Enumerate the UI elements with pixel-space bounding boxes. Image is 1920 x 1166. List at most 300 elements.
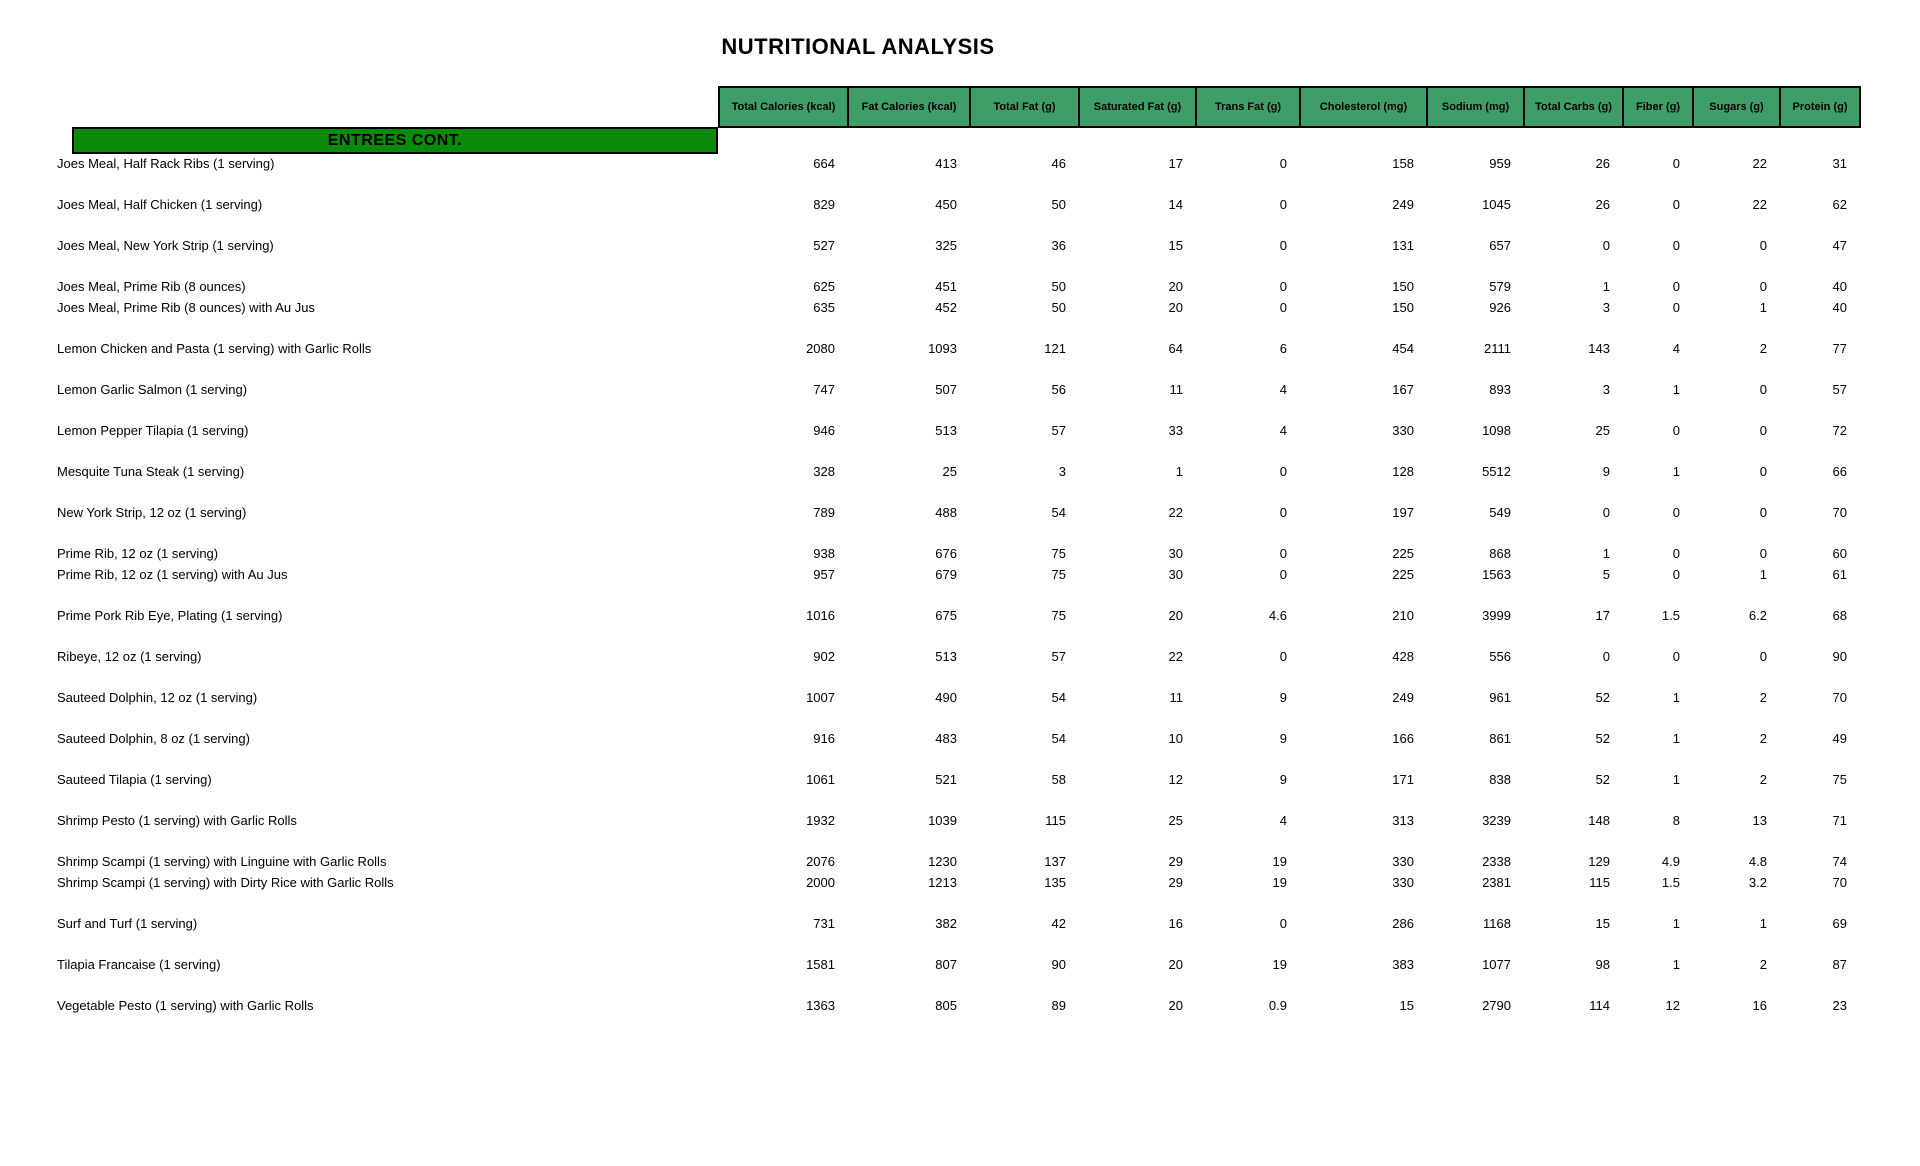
value-cell: 61 <box>1832 567 1847 582</box>
value-cell: 286 <box>1392 916 1414 931</box>
value-cell: 15 <box>1168 238 1183 253</box>
section-banner-entrees-cont <box>72 127 718 154</box>
value-cell: 657 <box>1489 238 1511 253</box>
item-name-cell: Vegetable Pesto (1 serving) with Garlic Rolls <box>57 998 314 1013</box>
value-cell: 625 <box>813 279 835 294</box>
table-row <box>0 379 1900 400</box>
value-cell: 1363 <box>806 998 835 1013</box>
table-row-group <box>0 235 1900 256</box>
value-cell: 25 <box>942 464 957 479</box>
value-cell: 16 <box>1752 998 1767 1013</box>
value-cell: 747 <box>813 382 835 397</box>
table-row <box>0 995 1900 1016</box>
value-cell: 0 <box>1279 279 1287 294</box>
value-cell: 5512 <box>1482 464 1511 479</box>
column-header: Saturated Fat (g) <box>1079 87 1196 127</box>
value-cell: 17 <box>1168 156 1183 171</box>
value-cell: 3 <box>1602 300 1610 315</box>
value-cell: 167 <box>1392 382 1414 397</box>
value-cell: 33 <box>1168 423 1183 438</box>
value-cell: 488 <box>935 505 957 520</box>
value-cell: 959 <box>1489 156 1511 171</box>
value-cell: 1 <box>1672 916 1680 931</box>
value-cell: 829 <box>813 197 835 212</box>
value-cell: 54 <box>1051 690 1066 705</box>
value-cell: 49 <box>1832 731 1847 746</box>
value-cell: 66 <box>1832 464 1847 479</box>
value-cell: 62 <box>1832 197 1847 212</box>
value-cell: 0 <box>1759 505 1767 520</box>
value-cell: 137 <box>1044 854 1066 869</box>
table-row <box>0 728 1900 749</box>
value-cell: 225 <box>1392 567 1414 582</box>
value-cell: 15 <box>1595 916 1610 931</box>
value-cell: 1 <box>1672 731 1680 746</box>
value-cell: 22 <box>1752 197 1767 212</box>
value-cell: 52 <box>1595 690 1610 705</box>
table-row <box>0 297 1900 318</box>
value-cell: 210 <box>1392 608 1414 623</box>
item-name-cell: Sauteed Dolphin, 12 oz (1 serving) <box>57 690 258 705</box>
item-name-cell: Lemon Pepper Tilapia (1 serving) <box>57 423 249 438</box>
value-cell: 521 <box>935 772 957 787</box>
value-cell: 20 <box>1168 279 1183 294</box>
value-cell: 0 <box>1279 567 1287 582</box>
value-cell: 54 <box>1051 731 1066 746</box>
value-cell: 507 <box>935 382 957 397</box>
table-row-group <box>0 995 1900 1016</box>
value-cell: 428 <box>1392 649 1414 664</box>
value-cell: 131 <box>1392 238 1414 253</box>
table-row-group <box>0 646 1900 667</box>
value-cell: 52 <box>1595 731 1610 746</box>
column-header: Total Calories (kcal) <box>719 87 848 127</box>
value-cell: 129 <box>1588 854 1610 869</box>
value-cell: 70 <box>1832 690 1847 705</box>
value-cell: 14 <box>1168 197 1183 212</box>
value-cell: 1 <box>1602 546 1610 561</box>
table-row <box>0 235 1900 256</box>
value-cell: 2790 <box>1482 998 1511 1013</box>
item-name-cell: Sauteed Dolphin, 8 oz (1 serving) <box>57 731 250 746</box>
value-cell: 2080 <box>806 341 835 356</box>
value-cell: 0 <box>1759 382 1767 397</box>
value-cell: 330 <box>1392 875 1414 890</box>
value-cell: 36 <box>1051 238 1066 253</box>
table-row-group <box>0 153 1900 174</box>
value-cell: 56 <box>1051 382 1066 397</box>
value-cell: 1230 <box>928 854 957 869</box>
value-cell: 0 <box>1602 238 1610 253</box>
value-cell: 452 <box>935 300 957 315</box>
value-cell: 1 <box>1672 957 1680 972</box>
value-cell: 961 <box>1489 690 1511 705</box>
value-cell: 946 <box>813 423 835 438</box>
value-cell: 22 <box>1752 156 1767 171</box>
value-cell: 1.5 <box>1661 875 1680 890</box>
value-cell: 114 <box>1589 998 1610 1013</box>
value-cell: 46 <box>1051 156 1066 171</box>
value-cell: 4 <box>1279 813 1287 828</box>
value-cell: 330 <box>1392 854 1414 869</box>
value-cell: 70 <box>1832 875 1847 890</box>
value-cell: 69 <box>1832 916 1847 931</box>
value-cell: 527 <box>813 238 835 253</box>
table-row <box>0 153 1900 174</box>
value-cell: 4 <box>1279 423 1287 438</box>
value-cell: 3999 <box>1482 608 1511 623</box>
value-cell: 98 <box>1595 957 1610 972</box>
value-cell: 1168 <box>1483 916 1511 931</box>
value-cell: 0 <box>1279 238 1287 253</box>
table-row <box>0 502 1900 523</box>
value-cell: 121 <box>1044 341 1066 356</box>
value-cell: 382 <box>935 916 957 931</box>
value-cell: 926 <box>1489 300 1511 315</box>
value-cell: 0 <box>1672 197 1680 212</box>
value-cell: 0 <box>1279 300 1287 315</box>
value-cell: 15 <box>1399 998 1414 1013</box>
value-cell: 957 <box>813 567 835 582</box>
value-cell: 1 <box>1602 279 1610 294</box>
column-header: Protein (g) <box>1780 87 1860 127</box>
value-cell: 29 <box>1168 875 1183 890</box>
value-cell: 807 <box>935 957 957 972</box>
value-cell: 938 <box>813 546 835 561</box>
page-title: NUTRITIONAL ANALYSIS <box>721 34 995 59</box>
value-cell: 0 <box>1672 300 1680 315</box>
value-cell: 75 <box>1832 772 1847 787</box>
value-cell: 1 <box>1672 464 1680 479</box>
value-cell: 483 <box>935 731 957 746</box>
item-name-cell: Joes Meal, Half Rack Ribs (1 serving) <box>57 156 275 171</box>
value-cell: 454 <box>1392 341 1414 356</box>
value-cell: 893 <box>1489 382 1511 397</box>
value-cell: 57 <box>1832 382 1847 397</box>
item-name-cell: Joes Meal, Prime Rib (8 ounces) with Au Jus <box>57 300 315 315</box>
value-cell: 249 <box>1392 197 1414 212</box>
item-name-cell: Shrimp Pesto (1 serving) with Garlic Rolls <box>57 813 297 828</box>
table-row <box>0 954 1900 975</box>
value-cell: 171 <box>1392 772 1414 787</box>
value-cell: 166 <box>1392 731 1414 746</box>
value-cell: 0 <box>1279 505 1287 520</box>
value-cell: 9 <box>1602 464 1610 479</box>
value-cell: 1093 <box>928 341 957 356</box>
value-cell: 20 <box>1168 998 1183 1013</box>
value-cell: 1 <box>1175 464 1183 479</box>
column-header: Total Fat (g) <box>970 87 1079 127</box>
table-row <box>0 420 1900 441</box>
nutrition-table-body <box>0 153 1900 1036</box>
value-cell: 0 <box>1672 279 1680 294</box>
table-row-group <box>0 913 1900 934</box>
value-cell: 75 <box>1051 567 1066 582</box>
item-name-cell: Joes Meal, New York Strip (1 serving) <box>57 238 274 253</box>
value-cell: 3.2 <box>1748 875 1767 890</box>
value-cell: 549 <box>1489 505 1511 520</box>
item-name-cell: Mesquite Tuna Steak (1 serving) <box>57 464 245 479</box>
column-header: Sodium (mg) <box>1427 87 1524 127</box>
value-cell: 0 <box>1279 464 1287 479</box>
item-name-cell: Tilapia Francaise (1 serving) <box>57 957 221 972</box>
value-cell: 2111 <box>1484 341 1511 356</box>
value-cell: 115 <box>1589 875 1610 890</box>
value-cell: 0 <box>1602 505 1610 520</box>
item-name-cell: Surf and Turf (1 serving) <box>57 916 198 931</box>
value-cell: 128 <box>1392 464 1414 479</box>
item-name-cell: New York Strip, 12 oz (1 serving) <box>57 505 247 520</box>
value-cell: 9 <box>1279 772 1287 787</box>
section-banner-label: ENTREES CONT. <box>327 131 463 149</box>
value-cell: 1098 <box>1482 423 1511 438</box>
table-row-group <box>0 687 1900 708</box>
table-row-group <box>0 769 1900 790</box>
value-cell: 40 <box>1832 300 1847 315</box>
value-cell: 12 <box>1665 998 1680 1013</box>
value-cell: 6.2 <box>1748 608 1767 623</box>
value-cell: 143 <box>1588 341 1610 356</box>
item-name-cell: Prime Pork Rib Eye, Plating (1 serving) <box>57 608 283 623</box>
value-cell: 10 <box>1168 731 1183 746</box>
item-name-cell: Lemon Garlic Salmon (1 serving) <box>57 382 248 397</box>
value-cell: 90 <box>1832 649 1847 664</box>
value-cell: 451 <box>935 279 957 294</box>
value-cell: 490 <box>935 690 957 705</box>
value-cell: 1007 <box>806 690 835 705</box>
value-cell: 1 <box>1672 690 1680 705</box>
value-cell: 1581 <box>806 957 835 972</box>
value-cell: 664 <box>813 156 835 171</box>
value-cell: 838 <box>1489 772 1511 787</box>
value-cell: 731 <box>813 916 835 931</box>
value-cell: 249 <box>1392 690 1414 705</box>
table-row-group <box>0 543 1900 585</box>
value-cell: 29 <box>1168 854 1183 869</box>
value-cell: 20 <box>1168 957 1183 972</box>
value-cell: 1 <box>1672 382 1680 397</box>
table-row-group <box>0 276 1900 318</box>
value-cell: 450 <box>935 197 957 212</box>
value-cell: 2 <box>1759 772 1767 787</box>
value-cell: 50 <box>1051 197 1066 212</box>
table-row <box>0 338 1900 359</box>
value-cell: 679 <box>935 567 957 582</box>
value-cell: 19 <box>1272 854 1287 869</box>
value-cell: 11 <box>1169 382 1183 397</box>
value-cell: 2 <box>1759 341 1767 356</box>
value-cell: 675 <box>935 608 957 623</box>
value-cell: 556 <box>1489 649 1511 664</box>
item-name-cell: Shrimp Scampi (1 serving) with Dirty Rice with Garlic Rolls <box>57 875 394 890</box>
value-cell: 26 <box>1595 156 1610 171</box>
value-cell: 0 <box>1672 546 1680 561</box>
value-cell: 2000 <box>806 875 835 890</box>
value-cell: 30 <box>1168 546 1183 561</box>
table-row-group <box>0 605 1900 626</box>
value-cell: 1563 <box>1482 567 1511 582</box>
value-cell: 90 <box>1051 957 1066 972</box>
value-cell: 2 <box>1759 690 1767 705</box>
value-cell: 0 <box>1759 423 1767 438</box>
value-cell: 77 <box>1832 341 1847 356</box>
value-cell: 58 <box>1051 772 1066 787</box>
column-header: Sugars (g) <box>1693 87 1780 127</box>
value-cell: 676 <box>935 546 957 561</box>
item-name-cell: Lemon Chicken and Pasta (1 serving) with Garlic Rolls <box>57 341 372 356</box>
column-header: Total Carbs (g) <box>1524 87 1623 127</box>
value-cell: 413 <box>935 156 957 171</box>
value-cell: 3 <box>1602 382 1610 397</box>
table-row <box>0 605 1900 626</box>
value-cell: 26 <box>1595 197 1610 212</box>
table-row <box>0 872 1900 893</box>
value-cell: 54 <box>1051 505 1066 520</box>
table-row <box>0 810 1900 831</box>
value-cell: 6 <box>1279 341 1287 356</box>
value-cell: 861 <box>1489 731 1511 746</box>
item-name-cell: Prime Rib, 12 oz (1 serving) <box>57 546 219 561</box>
table-row <box>0 276 1900 297</box>
value-cell: 0 <box>1279 197 1287 212</box>
table-row-group <box>0 954 1900 975</box>
value-cell: 9 <box>1279 690 1287 705</box>
value-cell: 0 <box>1279 649 1287 664</box>
value-cell: 25 <box>1168 813 1183 828</box>
value-cell: 0 <box>1759 279 1767 294</box>
value-cell: 12 <box>1168 772 1183 787</box>
item-name-cell: Prime Rib, 12 oz (1 serving) with Au Jus <box>57 567 288 582</box>
value-cell: 0 <box>1672 423 1680 438</box>
value-cell: 4.9 <box>1661 854 1680 869</box>
column-header: Fat Calories (kcal) <box>848 87 970 127</box>
value-cell: 68 <box>1832 608 1847 623</box>
value-cell: 57 <box>1051 649 1066 664</box>
value-cell: 16 <box>1168 916 1183 931</box>
value-cell: 2076 <box>806 854 835 869</box>
value-cell: 325 <box>935 238 957 253</box>
value-cell: 4 <box>1279 382 1287 397</box>
value-cell: 0 <box>1672 649 1680 664</box>
value-cell: 19 <box>1272 875 1287 890</box>
value-cell: 71 <box>1832 813 1847 828</box>
value-cell: 635 <box>813 300 835 315</box>
table-row <box>0 646 1900 667</box>
value-cell: 1213 <box>928 875 957 890</box>
table-row-group <box>0 810 1900 831</box>
value-cell: 89 <box>1051 998 1066 1013</box>
value-cell: 0 <box>1672 505 1680 520</box>
value-cell: 2 <box>1759 957 1767 972</box>
value-cell: 17 <box>1595 608 1610 623</box>
table-row <box>0 543 1900 564</box>
value-cell: 60 <box>1832 546 1847 561</box>
value-cell: 513 <box>935 649 957 664</box>
table-row-group <box>0 851 1900 893</box>
table-row <box>0 564 1900 585</box>
value-cell: 72 <box>1832 423 1847 438</box>
value-cell: 148 <box>1588 813 1610 828</box>
value-cell: 50 <box>1051 279 1066 294</box>
value-cell: 22 <box>1168 505 1183 520</box>
value-cell: 1932 <box>806 813 835 828</box>
value-cell: 40 <box>1832 279 1847 294</box>
value-cell: 1039 <box>928 813 957 828</box>
value-cell: 0 <box>1759 649 1767 664</box>
value-cell: 1.5 <box>1661 608 1680 623</box>
value-cell: 916 <box>813 731 835 746</box>
value-cell: 47 <box>1832 238 1847 253</box>
table-row <box>0 769 1900 790</box>
value-cell: 75 <box>1051 608 1066 623</box>
value-cell: 789 <box>813 505 835 520</box>
value-cell: 150 <box>1392 279 1414 294</box>
value-cell: 805 <box>935 998 957 1013</box>
item-name-cell: Shrimp Scampi (1 serving) with Linguine with Garlic Rolls <box>57 854 387 869</box>
column-header: Fiber (g) <box>1623 87 1693 127</box>
column-header-row <box>718 86 1861 128</box>
value-cell: 2 <box>1759 731 1767 746</box>
value-cell: 579 <box>1489 279 1511 294</box>
table-row-group <box>0 420 1900 441</box>
value-cell: 225 <box>1392 546 1414 561</box>
table-row-group <box>0 461 1900 482</box>
value-cell: 74 <box>1832 854 1847 869</box>
value-cell: 19 <box>1272 957 1287 972</box>
value-cell: 87 <box>1832 957 1847 972</box>
value-cell: 115 <box>1045 813 1066 828</box>
value-cell: 8 <box>1672 813 1680 828</box>
value-cell: 158 <box>1392 156 1414 171</box>
value-cell: 135 <box>1044 875 1066 890</box>
table-row-group <box>0 379 1900 400</box>
table-row <box>0 461 1900 482</box>
value-cell: 2381 <box>1482 875 1511 890</box>
value-cell: 1016 <box>806 608 835 623</box>
value-cell: 20 <box>1168 608 1183 623</box>
value-cell: 11 <box>1169 690 1183 705</box>
value-cell: 42 <box>1051 916 1066 931</box>
value-cell: 75 <box>1051 546 1066 561</box>
value-cell: 0.9 <box>1268 998 1287 1013</box>
value-cell: 3 <box>1058 464 1066 479</box>
value-cell: 20 <box>1168 300 1183 315</box>
value-cell: 3239 <box>1482 813 1511 828</box>
value-cell: 2338 <box>1482 854 1511 869</box>
value-cell: 57 <box>1051 423 1066 438</box>
value-cell: 4.6 <box>1268 608 1287 623</box>
value-cell: 150 <box>1392 300 1414 315</box>
value-cell: 1045 <box>1482 197 1511 212</box>
item-name-cell: Joes Meal, Half Chicken (1 serving) <box>57 197 263 212</box>
value-cell: 9 <box>1279 731 1287 746</box>
value-cell: 902 <box>813 649 835 664</box>
value-cell: 52 <box>1595 772 1610 787</box>
table-row <box>0 913 1900 934</box>
value-cell: 0 <box>1672 156 1680 171</box>
value-cell: 1077 <box>1482 957 1511 972</box>
value-cell: 197 <box>1392 505 1414 520</box>
value-cell: 383 <box>1392 957 1414 972</box>
column-header: Cholesterol (mg) <box>1300 87 1427 127</box>
item-name-cell: Ribeye, 12 oz (1 serving) <box>57 649 202 664</box>
value-cell: 0 <box>1759 238 1767 253</box>
value-cell: 70 <box>1832 505 1847 520</box>
value-cell: 4 <box>1672 341 1680 356</box>
value-cell: 1061 <box>806 772 835 787</box>
value-cell: 23 <box>1832 998 1847 1013</box>
value-cell: 64 <box>1168 341 1183 356</box>
